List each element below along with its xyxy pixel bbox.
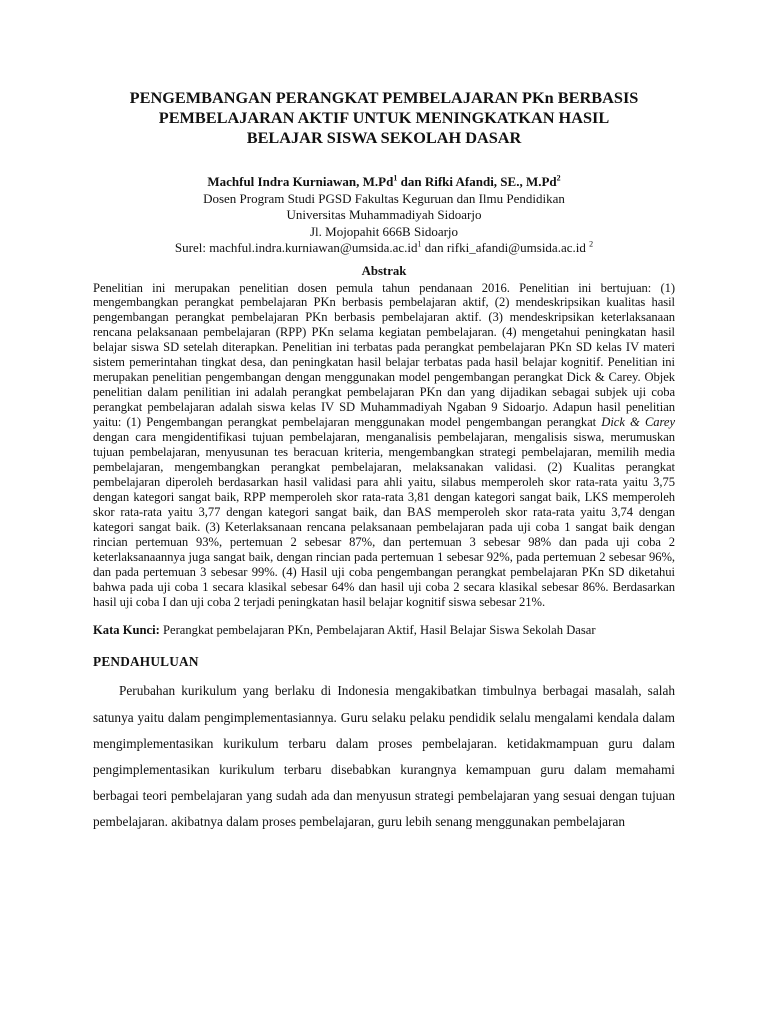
abstract-text	[93, 281, 675, 610]
paper-title	[93, 88, 675, 148]
author-2-sup: 2	[556, 173, 561, 183]
keywords-label: Kata Kunci:	[93, 623, 160, 638]
affiliation-line-1: Dosen Program Studi PGSD Fakultas Keguruan dan Ilmu Pendidikan	[203, 190, 565, 206]
abstract-heading: Abstrak	[361, 263, 407, 278]
author-1-sup: 1	[393, 173, 398, 183]
abstract-part-2: dengan cara mengidentifikasi tujuan pembelajaran, menganalisis pembelajaran, mengalisis siswa, merumuskan tujuan pembelajaran, menyusunan tes beracuan kriteria, mengembangkan strategi pembelajaran, memilih media pembelajaran, mengembangkan perangkat pembelajaran, melaksanakan validasi. (2) Kualitas perangkat pembelajaran diperoleh berdasarkan hasil validasi para ahli yaitu, silabus memperoleh skor rata-rata yaitu 3,75 dengan kategori sangat baik, RPP memperoleh skor rata-rata 3,81 dengan kategori sangat baik, LKS memperoleh skor rata-rata yaitu 3,77 dengan kategori sangat baik, dan BAS memperoleh skor rata-rata yaitu 3,74 dengan kategori sangat baik. (3) Keterlaksanaan rencana pelaksanaan pembelajaran pada uji coba 1 sangat baik dengan rincian pertemuan 93%, pertemuan 2 sebesar 87%, dan pertemuan 3 sebesar 98% dan pada uji coba 2 keterlaksanaannya juga sangat baik, dengan rincian pada pertemuan 1 sebesar 92%, pada pertemuan 2 sebesar 96%, dan pada pertemuan 3 sebesar 99%. (4) Hasil uji coba pengembangan perangkat pembelajaran PKn SD diketahui bahwa pada uji coba 1 secara klasikal sebesar 64% dan hasil uji coba 2 secara klasikal sebesar 86%. Berdasarkan hasil uji coba I dan uji coba 2 terjadi peningkatan hasil belajar kognitif siswa sebesar 21%.	[93, 430, 675, 609]
abstract-part-1: Penelitian ini merupakan penelitian dosen pemula tahun pendanaan 2016. Penelitian ini bertujuan: (1) mengembangkan perangkat pembelajaran PKn berbasis pembelajaran aktif, (2) mendeskripsikan kualitas hasil pengembangan perangkat pembelajaran PKn berbasis pembelajaran aktif. (3) mendeskripsikan keterlaksanaan rencana pelaksanaan pembelajaran (RPP) PKn selama kegiatan pembelajaran. (4) mengetahui peningkatan hasil belajar siswa SD setelah diterapkan. Penelitian ini terbatas pada perangkat pembelajaran PKn SD kelas IV materi sistem pemerintahan tingkat desa, dan peningkatan hasil belajar terbatas pada hasil belajar kognitif. Penelitian ini merupakan penelitian pengembangan dengan menggunakan model pengembangan perangkat Dick & Carey. Objek penelitian dalam penilitian ini adalah perangkat pembelajaran PKn dan yang dijadikan sebagai subjek uji coba perangkat pembelajaran adalah siswa kelas IV SD Muhammadiyah Ngaban 9 Sidoarjo. Adapun hasil penelitian yaitu: (1) Pengembangan perangkat pembelajaran menggunakan model pengembangan perangkat	[93, 280, 675, 430]
intro-paragraph: Perubahan kurikulum yang berlaku di Indonesia mengakibatkan timbulnya berbagai masalah, salah satunya yaitu dalam pengimplementasiannya. Guru selaku pelaku pendidik selalu mengalami kendala dalam mengimplementasikan kurikulum terbaru dalam proses pembelajaran. ketidakmampuan guru dalam pengimplementasikan kurikulum terbaru disebabkan kurangnya kemampuan guru dalam memahami berbagai teori pembelajaran yang sudah ada dan menyusun strategi pembelajaran yang sesuai dengan tujuan pembelajaran. akibatnya dalam proses pembelajaran, guru lebih senang menggunakan pembelajaran	[93, 683, 675, 830]
affiliation-line-2: Universitas Muhammadiyah Sidoarjo	[286, 207, 482, 222]
keywords-text: Perangkat pembelajaran PKn, Pembelajaran Aktif, Hasil Belajar Siswa Sekolah Dasar	[159, 623, 596, 638]
email-1: Surel: machful.indra.kurniawan@umsida.ac.id	[174, 240, 418, 255]
abstract-italic-model: Dick & Carey	[601, 415, 675, 430]
email-1-sup: 1	[417, 239, 422, 249]
email-2: dan rifki_afandi@umsida.ac.id	[421, 240, 590, 255]
title-line-1: PENGEMBANGAN PERANGKAT PEMBELAJARAN PKn BERBASIS	[129, 88, 639, 107]
email-2-sup: 2	[589, 239, 594, 249]
paper-page	[93, 88, 675, 836]
keywords	[93, 623, 675, 638]
author-names	[93, 174, 675, 191]
author-separator: dan	[397, 174, 425, 189]
section-heading-pendahuluan: PENDAHULUAN	[93, 654, 199, 670]
title-line-2: PEMBELAJARAN AKTIF UNTUK MENINGKATKAN HASIL	[158, 108, 610, 127]
author-2: Rifki Afandi, SE., M.Pd	[424, 174, 557, 189]
email-line	[93, 240, 675, 257]
author-1: Machful Indra Kurniawan, M.Pd	[207, 174, 394, 189]
title-line-3: BELAJAR SISWA SEKOLAH DASAR	[246, 128, 522, 147]
author-block	[93, 174, 675, 257]
address: Jl. Mojopahit 666B Sidoarjo	[309, 223, 459, 239]
